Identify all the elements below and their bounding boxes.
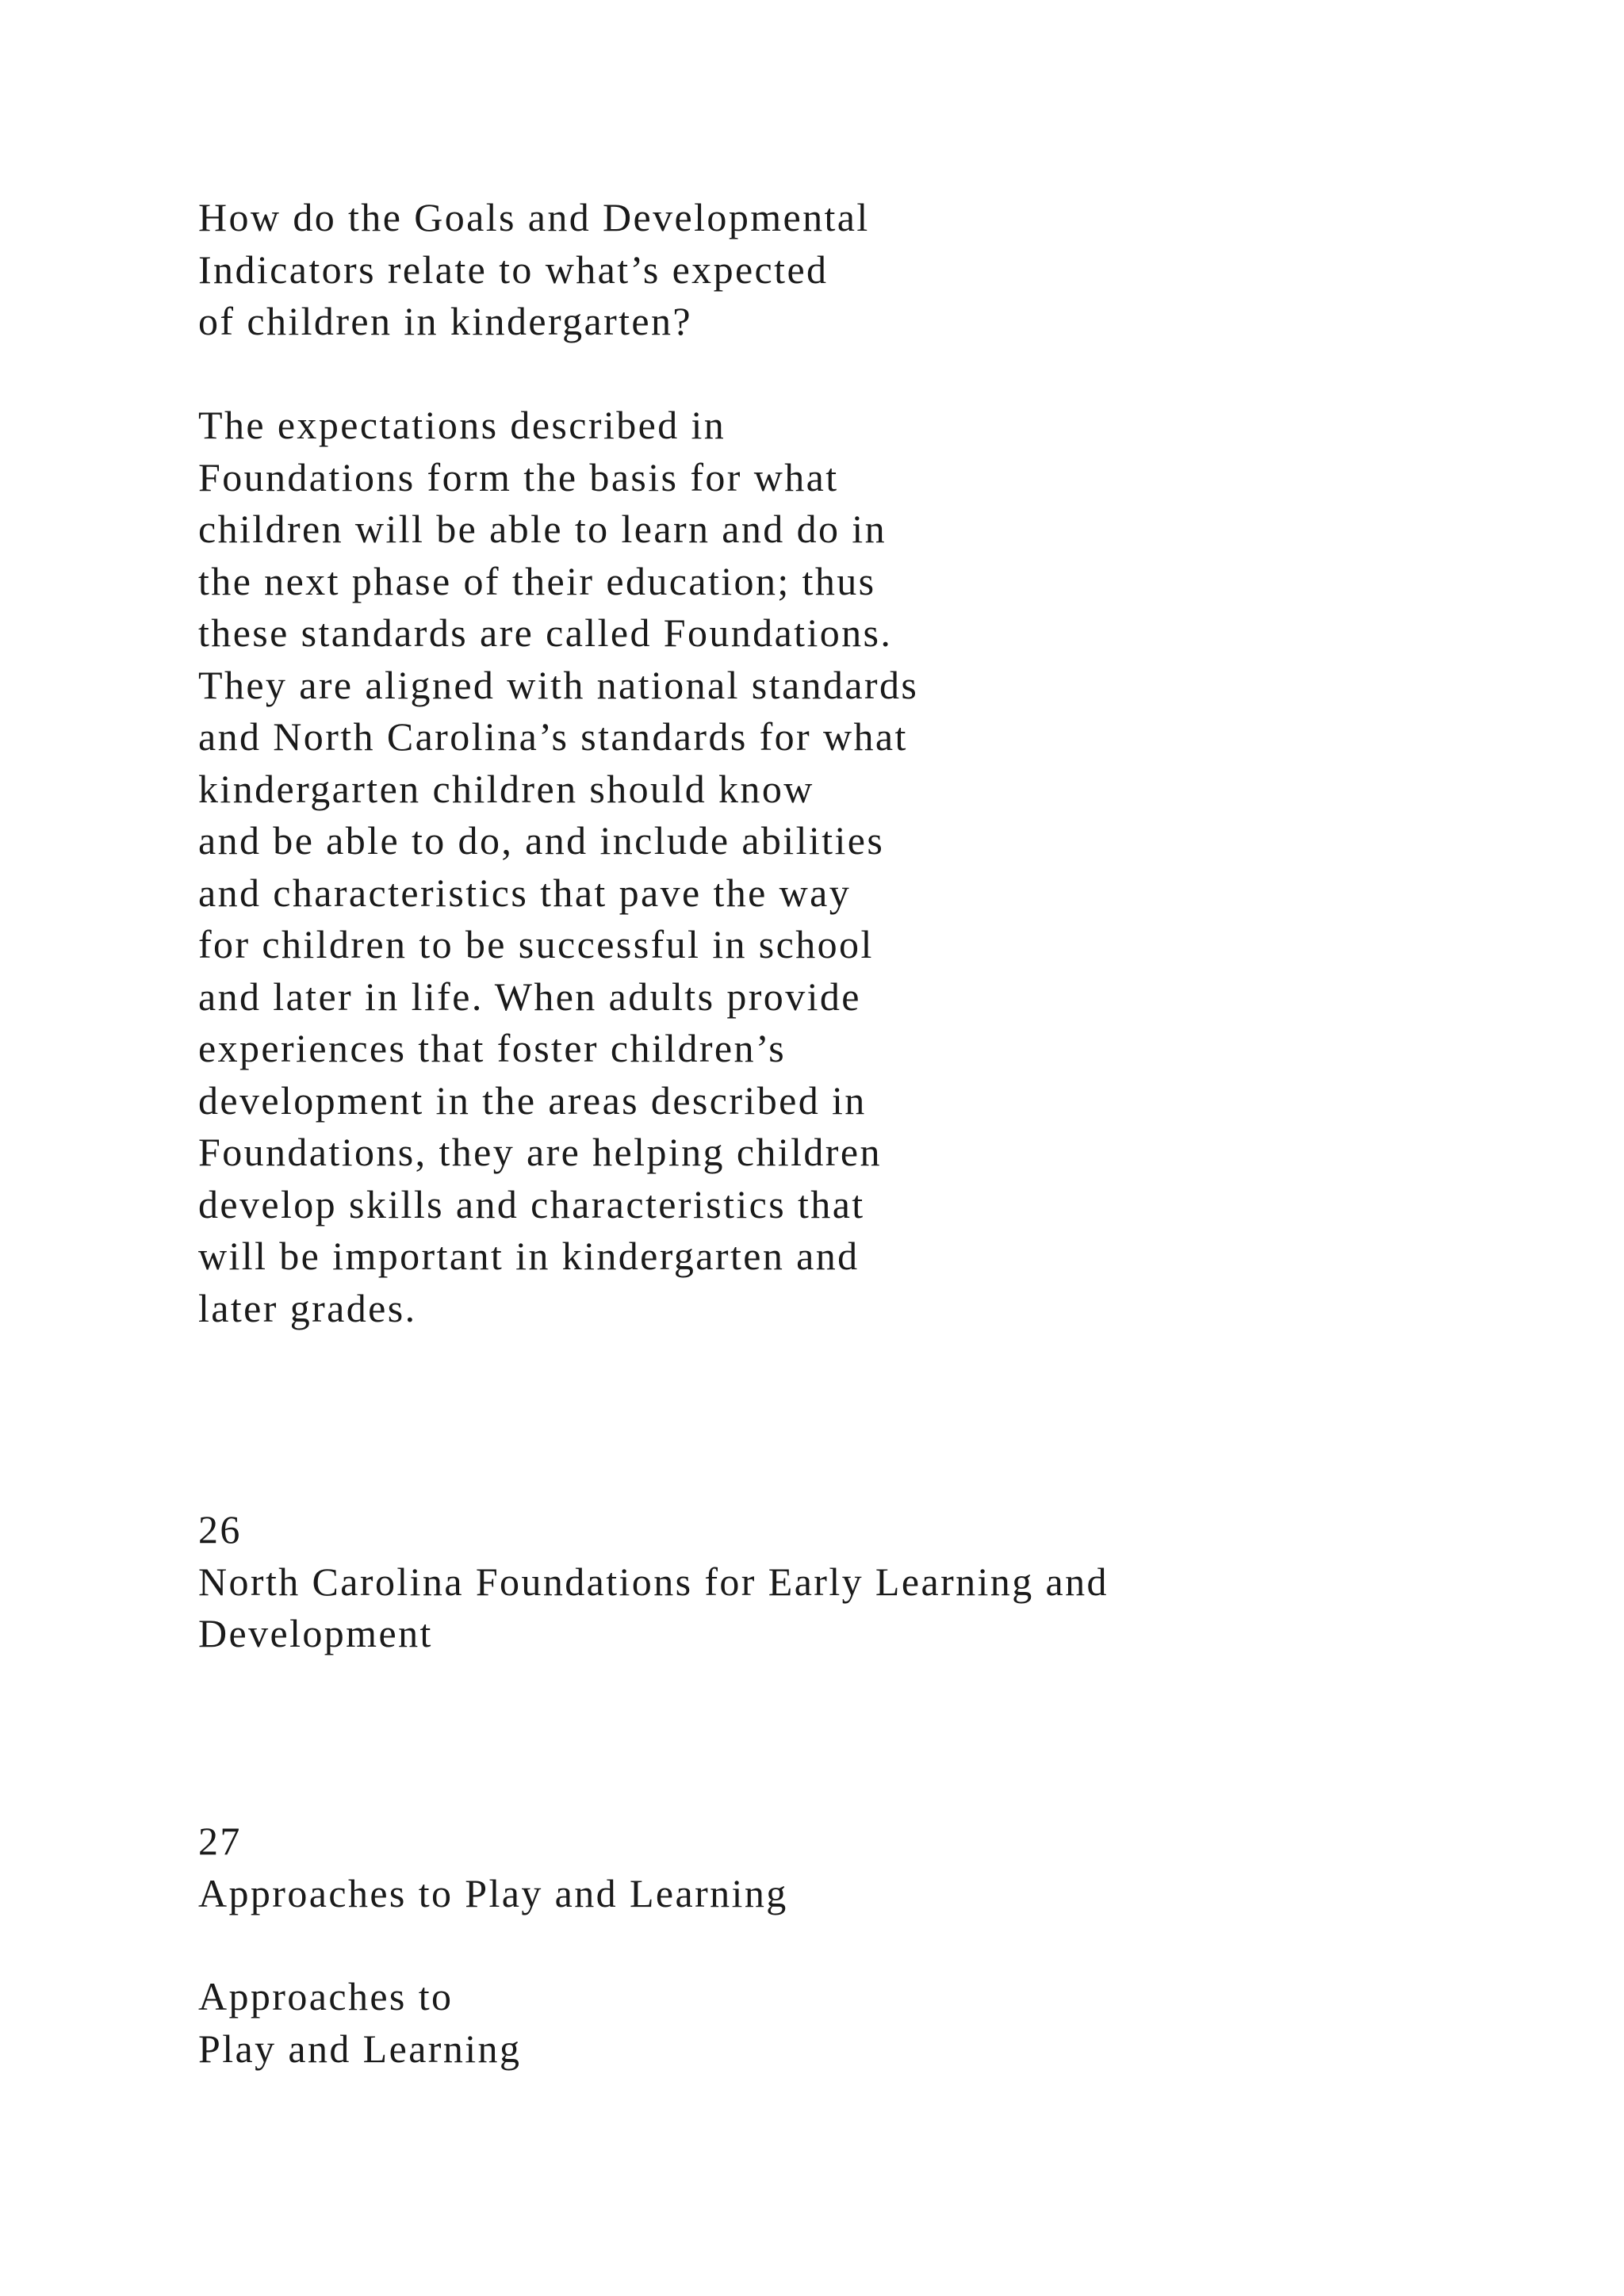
answer-line: The expectations described in bbox=[198, 403, 726, 447]
question-heading bbox=[198, 192, 870, 348]
answer-line: for children to be successful in school bbox=[198, 922, 874, 966]
section-title-line: Approaches to bbox=[198, 1974, 454, 2019]
answer-line: and characteristics that pave the way bbox=[198, 870, 852, 915]
page-27-header bbox=[198, 1816, 788, 1919]
page-number: 27 bbox=[198, 1819, 242, 1863]
question-line: How do the Goals and Developmental bbox=[198, 195, 870, 239]
page-number: 26 bbox=[198, 1507, 242, 1552]
answer-line: these standards are called Foundations. bbox=[198, 610, 893, 655]
running-title: Approaches to Play and Learning bbox=[198, 1870, 788, 1915]
section-title-line: Play and Learning bbox=[198, 2026, 522, 2071]
page-26-footer bbox=[198, 1504, 1109, 1660]
answer-line: and North Carolina’s standards for what bbox=[198, 714, 908, 759]
answer-line: the next phase of their education; thus bbox=[198, 558, 876, 603]
answer-line: develop skills and characteristics that bbox=[198, 1181, 865, 1226]
answer-line: later grades. bbox=[198, 1285, 417, 1330]
answer-line: development in the areas described in bbox=[198, 1077, 867, 1123]
question-line: of children in kindergarten? bbox=[198, 299, 693, 343]
footer-title-line: North Carolina Foundations for Early Learning and bbox=[198, 1559, 1109, 1604]
answer-paragraph bbox=[198, 400, 918, 1334]
answer-line: They are aligned with national standards bbox=[198, 662, 919, 707]
answer-line: kindergarten children should know bbox=[198, 766, 814, 811]
question-line: Indicators relate to what’s expected bbox=[198, 247, 829, 292]
answer-line: children will be able to learn and do in bbox=[198, 507, 887, 551]
answer-line: Foundations, they are helping children bbox=[198, 1130, 882, 1174]
answer-line: and later in life. When adults provide bbox=[198, 974, 861, 1019]
answer-line: Foundations form the basis for what bbox=[198, 454, 839, 499]
answer-line: experiences that foster children’s bbox=[198, 1026, 787, 1070]
section-title bbox=[198, 1971, 521, 2075]
answer-line: will be important in kindergarten and bbox=[198, 1234, 860, 1278]
footer-title-line: Development bbox=[198, 1611, 433, 1655]
answer-line: and be able to do, and include abilities bbox=[198, 818, 885, 863]
